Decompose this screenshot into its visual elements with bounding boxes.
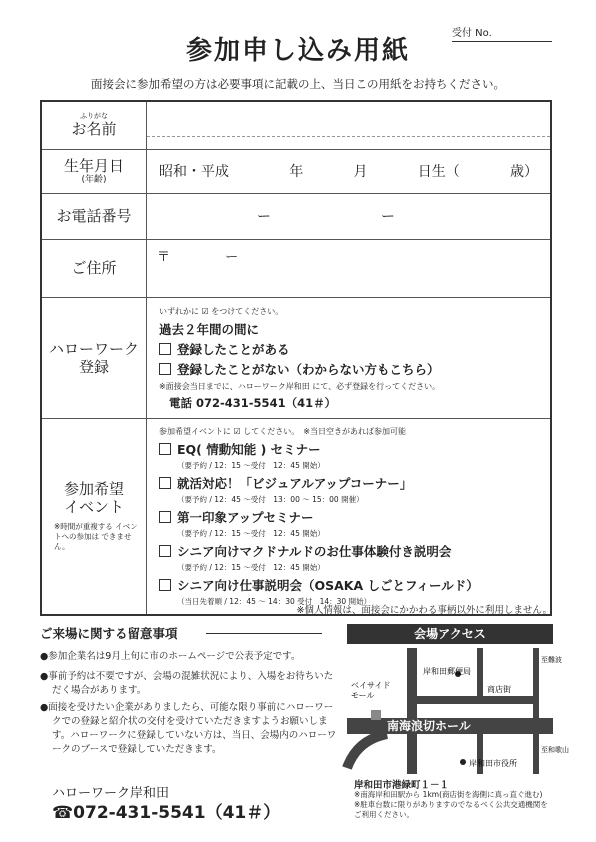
- checkbox-icon[interactable]: [159, 579, 171, 591]
- age-sublabel: (年齢): [81, 174, 107, 185]
- event-item[interactable]: [159, 508, 538, 539]
- event-detail: （要予約 / 12：45 ～受付 13：00 ～ 15：00 開催）: [177, 494, 364, 504]
- day-text: 日生（: [417, 164, 460, 180]
- hellowork-question: 過去２年間の間に: [159, 321, 260, 337]
- intro-text: 面接会に参加希望の方は必要事項に記載の上、当日この用紙をお持ちください。: [91, 77, 505, 91]
- phone-label: お電話番号: [41, 193, 147, 239]
- event-detail: （要予約 / 12：15 ～受付 12：45 開始）: [177, 460, 325, 470]
- application-form: [40, 100, 552, 616]
- note-item: ●参加企業名は9月上旬に市のホームページで公表予定です。: [40, 651, 301, 662]
- divider: [206, 633, 322, 634]
- event-item[interactable]: [159, 474, 538, 505]
- road-north: [477, 648, 483, 696]
- venue-address: 岸和田市港緑町１－１: [354, 780, 450, 791]
- note-item: ●面接を受けたい企業がありましたら、可能な限り事前にハローワークでの登録と紹介状の交付を受けていただきますようお願いします。ハローワークに登録していない方は、当日、会場内のハローワークのブースで登録していただきます。: [40, 702, 337, 755]
- address-field[interactable]: [147, 239, 552, 297]
- hellowork-option-1[interactable]: [159, 340, 538, 358]
- birth-label: [41, 149, 147, 193]
- event-item[interactable]: [159, 542, 538, 573]
- city-office-label: 岸和田市役所: [469, 759, 517, 768]
- privacy-note: ※個人情報は、面接会にかかわる事柄以外に利用しません。: [296, 605, 552, 616]
- events-instruction: 参加希望イベントに ☑ してください。 ※当日空きがあれば参加可能: [159, 426, 406, 436]
- office-name: ハローワーク岸和田: [52, 786, 170, 801]
- hellowork-option-2-label: 登録したことがない（わからない方もこちら）: [177, 361, 440, 377]
- railway: [533, 648, 539, 774]
- hellowork-field: [147, 297, 552, 418]
- event-title: EQ( 情動知能 ) セミナー: [177, 441, 321, 457]
- checkbox-icon[interactable]: [159, 477, 171, 489]
- events-label: [41, 418, 147, 615]
- road-curve: [347, 734, 387, 768]
- baseside-label-2: モール: [351, 691, 375, 700]
- hellowork-note: ※面接会当日までに、ハローワーク岸和田 にて、必ず登録を行ってください。: [159, 381, 441, 391]
- location-dot-icon: [460, 759, 466, 765]
- road-south: [477, 734, 483, 774]
- page-title: 参加申し込み用紙: [185, 36, 410, 66]
- era-text: 昭和・平成: [159, 164, 229, 180]
- hellowork-phone: 電話 072-431-5541（41＃）: [169, 395, 337, 410]
- checkbox-icon[interactable]: [159, 545, 171, 557]
- access-note-1: ※南海岸和田駅から 1km(商店街を海側に真っ直ぐ進む): [354, 790, 543, 799]
- name-field[interactable]: [147, 101, 552, 149]
- age-text: 歳）: [510, 164, 538, 180]
- venue-label: 南海浪切ホール: [387, 719, 471, 733]
- to-wakayama-label: 至和歌山: [541, 746, 569, 754]
- event-title: 就活対応！「ビジュアルアップコーナー」: [177, 475, 413, 491]
- address-label: ご住所: [41, 239, 147, 297]
- hellowork-label-1: ハローワーク: [48, 339, 139, 358]
- note-item: ●事前予約は不要ですが、会場の混雑状況により、入場をお待ちいただく場合があります。: [40, 670, 334, 696]
- baseside-label: ベイサイド: [351, 681, 391, 690]
- postal-dash: ー: [225, 249, 239, 265]
- furigana-label: ふりがな: [80, 112, 108, 121]
- event-item[interactable]: [159, 440, 538, 471]
- checkbox-icon[interactable]: [159, 363, 171, 375]
- post-office-label: 岸和田郵便局: [423, 667, 471, 676]
- event-title: シニア向け仕事説明会（OSAKA しごとフィールド）: [177, 577, 479, 593]
- postal-mark: 〒: [157, 249, 171, 265]
- month-text: 月: [353, 164, 368, 180]
- phone-field[interactable]: [147, 193, 552, 239]
- event-detail: （要予約 / 12：15 ～受付 12：45 開始）: [177, 562, 325, 572]
- name-label: [41, 101, 147, 149]
- year-text: 年: [289, 164, 304, 180]
- shop-label: 商店街: [487, 685, 511, 694]
- venue-marker-icon: [371, 710, 381, 720]
- birth-label-text: 生年月日: [63, 156, 124, 175]
- event-detail: （当日先着順 / 12：45 ～ 14：30 受付 14：30 開始）: [177, 596, 372, 606]
- checkbox-icon[interactable]: [159, 343, 171, 355]
- events-note: ※時間が重複する イベントへの参加は できません。: [54, 522, 138, 551]
- access-map: [347, 648, 569, 774]
- name-label-text: お名前: [71, 120, 117, 139]
- hellowork-instruction: いずれかに ☑ をつけてください。: [159, 306, 284, 316]
- event-title: シニア向けマクドナルドのお仕事体験付き説明会: [177, 543, 452, 559]
- notes-title: ご来場に関する留意事項: [40, 626, 178, 641]
- notes-list: [40, 650, 340, 756]
- checkbox-icon[interactable]: [159, 443, 171, 455]
- phone-dash-2: ー: [381, 209, 395, 225]
- events-label-1: 参加希望: [63, 480, 124, 499]
- receipt-number-field[interactable]: 受付 No.: [452, 24, 552, 42]
- phone-dash-1: ー: [257, 209, 271, 225]
- road-vertical: [407, 648, 417, 774]
- hellowork-label: [41, 297, 147, 418]
- birth-field[interactable]: [147, 149, 552, 193]
- events-field: [147, 418, 552, 615]
- access-notes: [354, 790, 554, 820]
- event-detail: （要予約 / 12：15 ～受付 12：45 開始）: [177, 528, 325, 538]
- events-label-2: イベント: [63, 498, 124, 517]
- hellowork-label-2: 登録: [78, 357, 109, 376]
- event-title: 第一印象アップセミナー: [177, 509, 314, 525]
- office-phone: ☎072-431-5541（41＃）: [52, 803, 281, 823]
- hellowork-option-2[interactable]: [159, 360, 538, 378]
- to-namba-label: 至難波: [541, 656, 562, 664]
- access-title: 会場アクセス: [347, 624, 553, 644]
- road-shopping: [417, 696, 537, 704]
- checkbox-icon[interactable]: [159, 511, 171, 523]
- access-note-2: ※駐車台数に限りがありますのでなるべく公共交通機関をご利用ください。: [354, 800, 548, 820]
- hellowork-option-1-label: 登録したことがある: [177, 341, 290, 357]
